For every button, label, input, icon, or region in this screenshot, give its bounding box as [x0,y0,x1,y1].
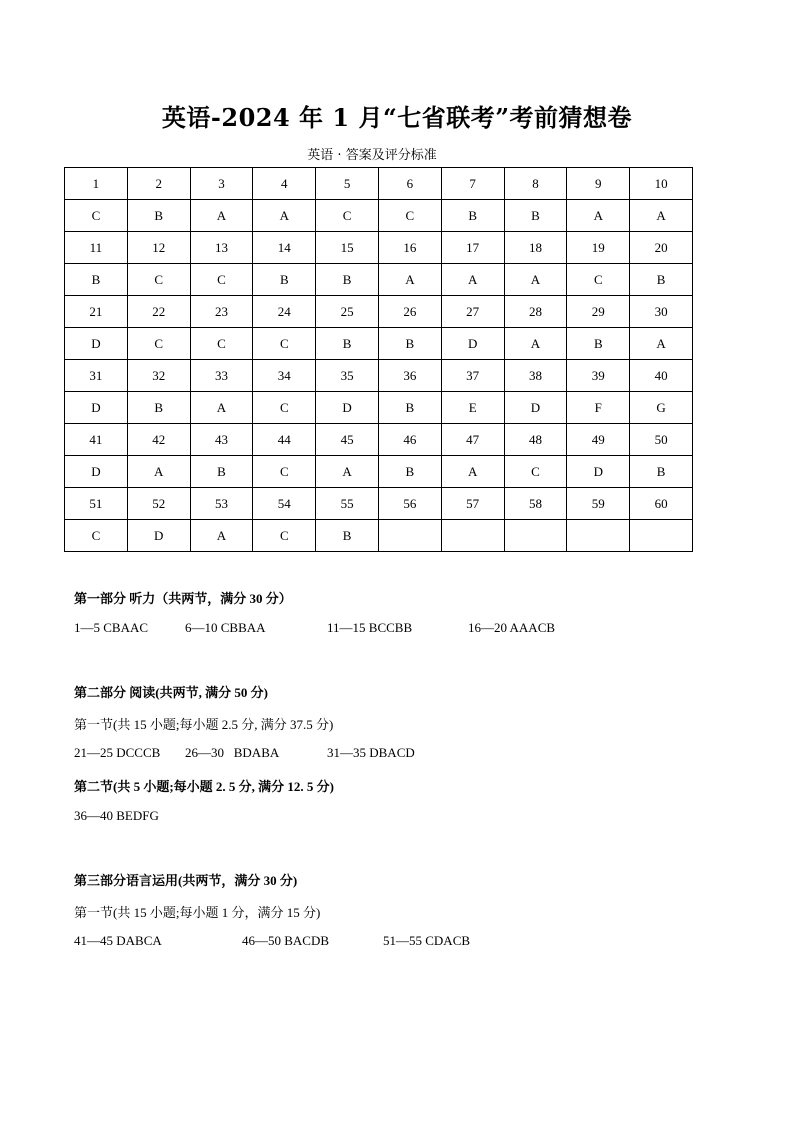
question-number-cell: 54 [253,488,316,520]
answer-cell: E [441,392,504,424]
answer-group: 1—5 CBAAC [74,620,149,635]
question-number-cell: 4 [253,168,316,200]
question-number-cell: 49 [567,424,630,456]
question-number-cell: 20 [630,232,693,264]
question-number-cell: 32 [127,360,190,392]
question-number-cell: 33 [190,360,253,392]
answer-cell: B [253,264,316,296]
question-number-row [65,168,693,200]
question-number-cell: 55 [316,488,379,520]
answer-cell: A [441,264,504,296]
answer-cell: F [567,392,630,424]
answer-cell: D [127,520,190,552]
answer-group: 31—35 DBACD [327,745,415,760]
answer-cell: D [567,456,630,488]
answer-cell: A [504,328,567,360]
question-number-cell: 30 [630,296,693,328]
question-number-row [65,360,693,392]
answer-cell: B [127,392,190,424]
page-subtitle: 英语 · 答案及评分标准 [307,148,437,163]
question-number-row [65,232,693,264]
answer-cell: C [253,456,316,488]
answer-cell: A [378,264,441,296]
question-number-cell: 18 [504,232,567,264]
question-number-cell: 46 [378,424,441,456]
question-number-cell: 40 [630,360,693,392]
question-number-cell: 21 [65,296,128,328]
question-number-cell: 11 [65,232,128,264]
answer-row [65,520,693,552]
question-number-cell: 51 [65,488,128,520]
answer-cell: C [253,328,316,360]
part2-section2-answers: 36—40 BEDFG [74,808,159,823]
answer-row [65,328,693,360]
answer-cell: B [316,520,379,552]
answer-cell: B [441,200,504,232]
answer-cell: C [253,520,316,552]
part2-heading: 第二部分 阅读(共两节, 满分 50 分) [74,685,268,700]
question-number-cell: 10 [630,168,693,200]
answer-cell: A [190,392,253,424]
answer-cell: C [65,520,128,552]
answer-cell: B [65,264,128,296]
answer-cell: D [504,392,567,424]
question-number-cell: 38 [504,360,567,392]
answer-cell: C [127,328,190,360]
answer-group: 41—45 DABCA [74,933,162,948]
answer-cell: D [316,392,379,424]
answer-cell: B [378,392,441,424]
part2-section1-answers [74,745,415,761]
answer-cell [441,520,504,552]
question-number-cell: 22 [127,296,190,328]
question-number-cell: 3 [190,168,253,200]
answer-cell [378,520,441,552]
answer-cell: A [441,456,504,488]
answer-cell: C [253,392,316,424]
answer-cell: A [567,200,630,232]
answer-row [65,456,693,488]
question-number-cell: 60 [630,488,693,520]
question-number-cell: 39 [567,360,630,392]
question-number-cell: 8 [504,168,567,200]
question-number-cell: 13 [190,232,253,264]
answer-cell: B [127,200,190,232]
question-number-cell: 16 [378,232,441,264]
answer-cell: B [504,200,567,232]
question-number-cell: 24 [253,296,316,328]
question-number-cell: 12 [127,232,190,264]
answer-cell: B [567,328,630,360]
part3-section1-heading: 第一节(共 15 小题;每小题 1 分，满分 15 分) [74,905,321,920]
answer-cell: B [378,328,441,360]
answer-row [65,200,693,232]
answer-row [65,392,693,424]
answer-cell: D [65,456,128,488]
question-number-cell: 41 [65,424,128,456]
answer-cell [630,520,693,552]
question-number-cell: 28 [504,296,567,328]
answer-cell: A [253,200,316,232]
question-number-cell: 1 [65,168,128,200]
question-number-cell: 34 [253,360,316,392]
question-number-cell: 57 [441,488,504,520]
question-number-row [65,424,693,456]
question-number-cell: 45 [316,424,379,456]
answer-group: 11—15 BCCBB [327,620,413,635]
answer-cell: A [316,456,379,488]
answer-cell: B [190,456,253,488]
question-number-cell: 52 [127,488,190,520]
answer-cell: C [65,200,128,232]
question-number-cell: 17 [441,232,504,264]
answer-cell: C [567,264,630,296]
question-number-cell: 48 [504,424,567,456]
question-number-cell: 47 [441,424,504,456]
question-number-cell: 56 [378,488,441,520]
answer-group: 26—30 BDABA [185,745,280,760]
question-number-cell: 14 [253,232,316,264]
question-number-cell: 31 [65,360,128,392]
part3-heading: 第三部分语言运用(共两节，满分 30 分) [74,873,298,888]
question-number-cell: 7 [441,168,504,200]
question-number-cell: 58 [504,488,567,520]
answer-cell: A [630,200,693,232]
answer-cell: D [441,328,504,360]
question-number-cell: 29 [567,296,630,328]
question-number-cell: 36 [378,360,441,392]
answer-cell: A [630,328,693,360]
answer-cell: C [316,200,379,232]
answer-group: 46—50 BACDB [242,933,330,948]
answer-cell: B [630,456,693,488]
question-number-cell: 53 [190,488,253,520]
part2-section2-heading: 第二节(共 5 小题;每小题 2. 5 分, 满分 12. 5 分) [74,779,334,794]
part2-section1-heading: 第一节(共 15 小题;每小题 2.5 分, 满分 37.5 分) [74,717,334,732]
answer-cell: C [190,328,253,360]
question-number-cell: 37 [441,360,504,392]
answer-cell: B [316,264,379,296]
question-number-cell: 19 [567,232,630,264]
answer-cell [567,520,630,552]
answer-cell: A [190,520,253,552]
question-number-cell: 26 [378,296,441,328]
answer-group: 16—20 AAACB [468,620,556,635]
question-number-row [65,488,693,520]
question-number-cell: 2 [127,168,190,200]
question-number-row [65,296,693,328]
question-number-cell: 27 [441,296,504,328]
answer-cell [504,520,567,552]
question-number-cell: 35 [316,360,379,392]
page-title: 英语-2024 年 1 月“七省联考”考前猜想卷 [161,103,633,132]
answer-cell: A [504,264,567,296]
answer-table [64,167,693,552]
answer-cell: A [127,456,190,488]
answer-row [65,264,693,296]
answer-cell: C [127,264,190,296]
question-number-cell: 42 [127,424,190,456]
answer-cell: C [504,456,567,488]
part3-section1-answers [74,933,470,949]
question-number-cell: 15 [316,232,379,264]
question-number-cell: 5 [316,168,379,200]
question-number-cell: 44 [253,424,316,456]
question-number-cell: 59 [567,488,630,520]
answer-cell: B [630,264,693,296]
part1-answers [74,620,555,636]
answer-cell: C [190,264,253,296]
question-number-cell: 9 [567,168,630,200]
question-number-cell: 43 [190,424,253,456]
answer-cell: B [378,456,441,488]
answer-group: 51—55 CDACB [383,933,471,948]
answer-group: 6—10 CBBAA [185,620,266,635]
answer-cell: G [630,392,693,424]
answer-cell: C [378,200,441,232]
answer-cell: B [316,328,379,360]
answer-group: 21—25 DCCCB [74,745,161,760]
question-number-cell: 23 [190,296,253,328]
answer-cell: D [65,328,128,360]
question-number-cell: 25 [316,296,379,328]
part1-heading: 第一部分 听力（共两节，满分 30 分） [74,591,292,606]
answer-cell: D [65,392,128,424]
answer-cell: A [190,200,253,232]
question-number-cell: 6 [378,168,441,200]
question-number-cell: 50 [630,424,693,456]
